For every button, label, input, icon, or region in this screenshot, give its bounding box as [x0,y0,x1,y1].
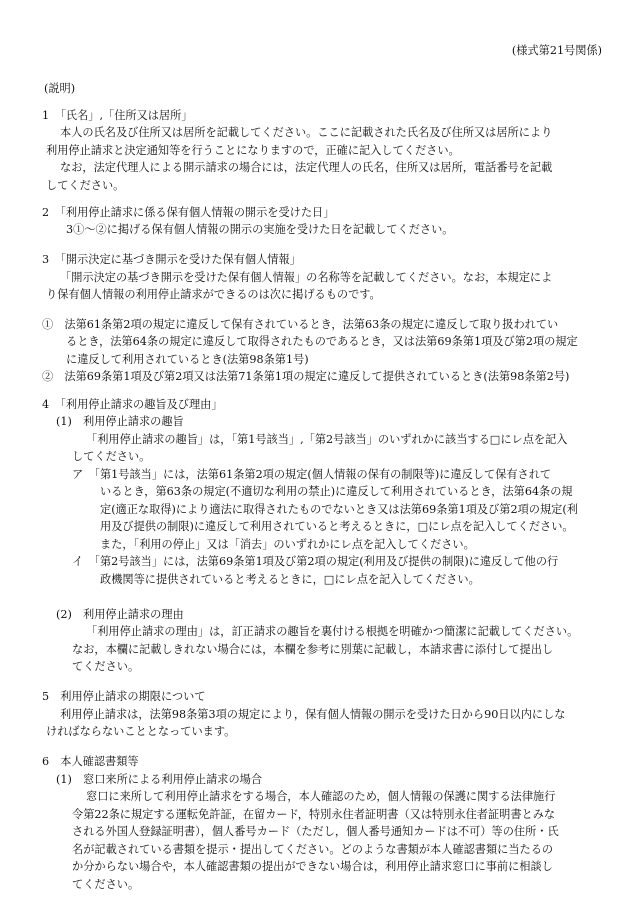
section-5-text: 利用停止請求は，法第98条第3項の規定により，保有個人情報の開示を受けた日から90日以内にしな [60,708,566,721]
section-6-title: 6 本人確認書類等 [42,755,139,768]
section-4-item-i: 政機関等に提供されていると考えるときに，□にレ点を記入してください。 [100,573,480,586]
section-5-text: ければならないこととなっています。 [46,725,236,738]
section-1-text: 利用停止請求と決定通知等を行うことになりますので，正確に記入してください。 [46,144,460,157]
section-2-title: 2 「利用停止請求に係る保有個人情報の開示を受けた日」 [42,206,335,219]
section-6-text: される外国人登録証明書），個人番号カード（ただし，個人番号通知カードは不可）等の住所・氏 [72,825,559,838]
section-4-sub2-title: (2) 利用停止請求の理由 [56,608,184,621]
section-4-item-a: ア 「第1号該当」には，法第61条第2項の規定(個人情報の保有の制限等)に違反して保有されて [72,468,552,481]
section-6-text: 名が記載されている書類を提示・提出してください。どのような書類が本人確認書類に当たるの [72,843,554,856]
section-4-title: 4 「利用停止請求の趣旨及び理由」 [42,398,223,411]
section-4-sub1-title: (1) 利用停止請求の趣旨 [56,415,184,428]
section-4-item-a: いるとき，第63条の規定(不適切な利用の禁止)に違反して利用されているとき，法第64条の規 [100,485,573,498]
section-6-text: 窓口に来所して利用停止請求をする場合，本人確認のため，個人情報の保護に関する法律施行 [86,790,556,803]
section-3-item-2: ② 法第69条第1項及び第2項又は法第71条第1項の規定に違反して提供されているとき(法第98条第2号) [42,370,570,383]
section-4-item-i: イ 「第2号該当」には，法第69条第1項及び第2項の規定(利用及び提供の制限)に違反して他の行 [72,555,559,568]
section-4-item-a: また，「利用の停止」又は「消去」のいずれかにレ点を記入してください。 [100,538,475,551]
page-heading: (説明) [44,82,76,95]
section-4-sub1-text: してください。 [72,450,151,463]
section-1-text: 本人の氏名及び住所又は居所を記載してください。ここに記載された氏名及び住所又は居所により [60,126,553,139]
section-4-sub2-text: てください。 [72,660,140,673]
section-3-text: 「開示決定の基づき開示を受けた保有個人情報」の名称等を記載してください。なお，本規定によ [60,271,553,284]
section-1-title: 1 「氏名」,「住所又は居所」 [42,109,193,122]
section-4-item-a: 定(適正な取得)により適法に取得されたものでないとき又は法第69条第1項及び第2項の規定(利 [100,503,578,516]
section-3-text: り保有個人情報の利用停止請求ができるのは次に掲げるものです。 [46,288,381,301]
form-label: (様式第21号関係) [511,44,602,57]
section-1-text: なお，法定代理人による開示請求の場合には，法定代理人の氏名，住所又は居所，電話番号を記載 [60,161,553,174]
section-6-text: てください。 [72,878,140,891]
section-3-title: 3 「開示決定に基づき開示を受けた保有個人情報」 [42,253,301,266]
section-6-text: か分からない場合や，本人確認書類の提出ができない場合は，利用停止請求窓口に事前に相談し [72,860,553,873]
section-4-sub2-text: なお，本欄に記載しきれない場合には，本欄を参考に別葉に記載し，本請求書に添付して提出し [72,643,554,656]
section-6-sub1-title: (1) 窓口来所による利用停止請求の場合 [56,773,263,786]
section-3-item-1: るとき，法第64条の規定に違反して取得されたものであるとき，又は法第69条第1項及び第2項の規定 [66,335,578,348]
section-4-item-a: 用及び提供の制限)に違反して利用されていると考えるときに，□にレ点を記入してください。 [100,520,574,533]
section-5-title: 5 利用停止請求の期限について [42,690,206,703]
section-3-item-1: ① 法第61条第2項の規定に違反して保有されているとき，法第63条の規定に違反して取り扱われてい [42,318,559,331]
section-6-text: 令第22条に規定する運転免許証，在留カード，特別永住者証明書（又は特別永住者証明書とみな [72,808,556,821]
section-1-text: してください。 [46,179,125,192]
section-4-sub1-text: 「利用停止請求の趣旨」は，「第1号該当」,「第2号該当」のいずれかに該当する□にレ点を記入 [86,433,568,446]
section-2-text: 3①～②に掲げる保有個人情報の開示の実施を受けた日を記載してください。 [66,223,454,236]
section-4-sub2-text: 「利用停止請求の理由」は，訂正請求の趣旨を裏付ける根拠を明確かつ簡潔に記載してください。 [86,625,579,638]
section-3-item-1: に違反して利用されているとき(法第98条第1号) [66,353,309,366]
